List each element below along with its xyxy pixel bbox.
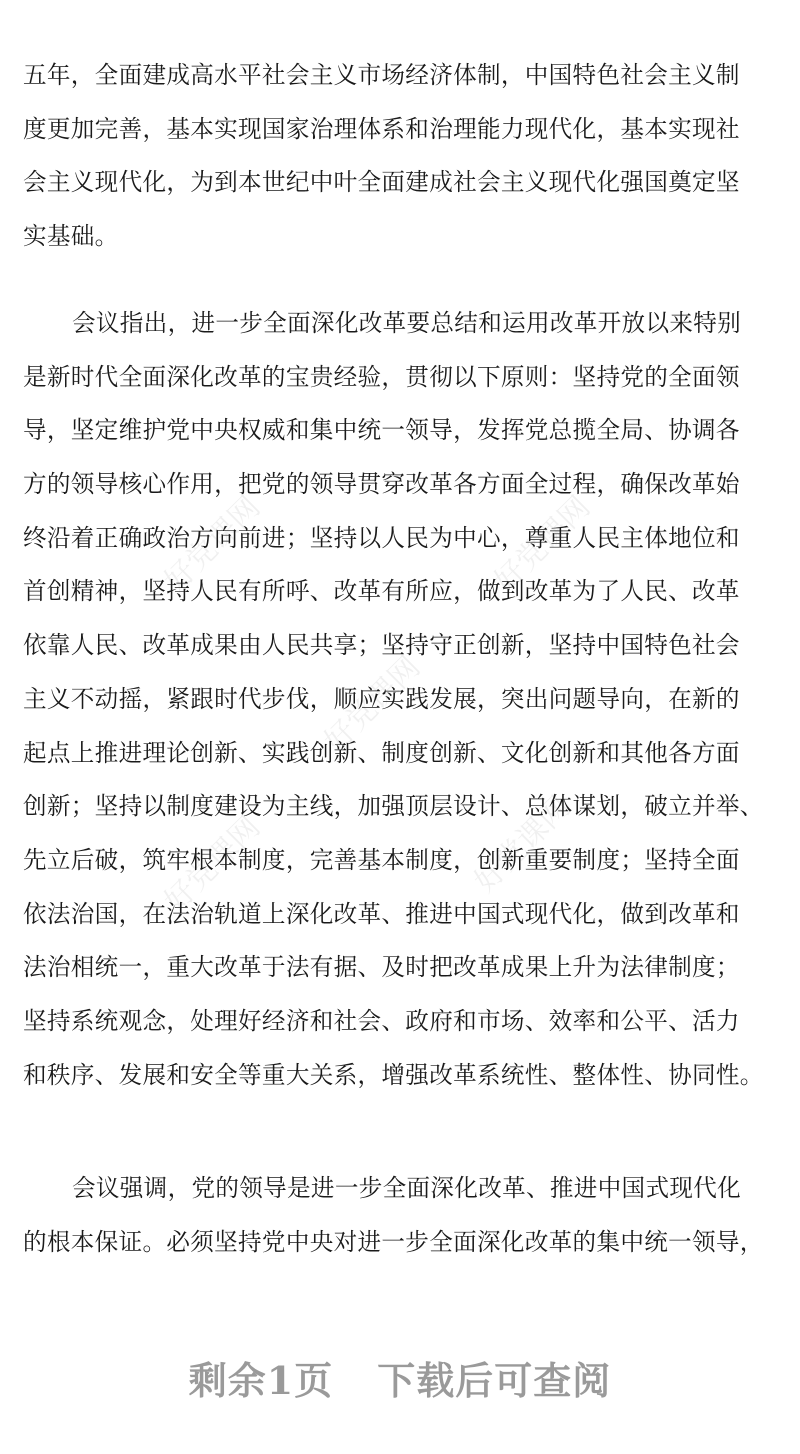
watermark: 好党课网 [157, 489, 268, 600]
text-line: 起点上推进理论创新、实践创新、制度创新、文化创新和其他各方面 [23, 738, 740, 767]
download-prompt-banner[interactable] [0, 1350, 800, 1405]
text-line: 方的领导核心作用，把党的领导贯穿改革各方面全过程，确保改革始 [23, 470, 740, 499]
text-line: 终沿着正确政治方向前进；坚持以人民为中心，尊重人民主体地位和 [23, 523, 740, 552]
watermark: 好党课网 [317, 649, 428, 760]
text-line: 会主义现代化，为到本世纪中叶全面建成社会主义现代化强国奠定坚 [23, 168, 740, 197]
text-line: 依法治国，在法治轨道上深化改革、推进中国式现代化，做到改革和 [23, 899, 740, 928]
text-line: 度更加完善，基本实现国家治理体系和治理能力现代化，基本实现社 [23, 114, 740, 143]
text-line: 先立后破，筑牢根本制度，完善基本制度，创新重要制度；坚持全面 [23, 845, 740, 874]
watermark: 好党课网 [467, 789, 578, 900]
text-line: 五年，全面建成高水平社会主义市场经济体制，中国特色社会主义制 [23, 61, 740, 89]
download-to-view-label: 下载后可查阅 [377, 1358, 612, 1403]
text-line: 是新时代全面深化改革的宝贵经验，贯彻以下原则：坚持党的全面领 [23, 362, 740, 391]
text-line: 和秩序、发展和安全等重大关系，增强改革系统性、整体性、协同性。 [23, 1060, 764, 1089]
paragraph-2 [23, 297, 777, 1102]
watermark: 好党课网 [487, 489, 598, 600]
text-line: 依靠人民、改革成果由人民共享；坚持守正创新，坚持中国特色社会 [23, 631, 740, 660]
text-line: 首创精神，坚持人民有所呼、改革有所应，做到改革为了人民、改革 [23, 577, 740, 606]
text-line: 导，坚定维护党中央权威和集中统一领导，发挥党总揽全局、协调各 [23, 416, 740, 445]
text-line: 创新；坚持以制度建设为主线，加强顶层设计、总体谋划，破立并举、 [23, 792, 764, 821]
watermark: 好党课网 [157, 809, 268, 920]
text-line: 坚持系统观念，处理好经济和社会、政府和市场、效率和公平、活力 [23, 1006, 740, 1035]
text-line: 会议指出，进一步全面深化改革要总结和运用改革开放以来特别 [72, 309, 742, 337]
paragraph-1 [23, 49, 777, 264]
paragraph-3 [23, 1162, 777, 1269]
text-line: 主义不动摇，紧跟时代步伐，顺应实践发展，突出问题导向，在新的 [23, 684, 740, 713]
text-line: 法治相统一，重大改革于法有据、及时把改革成果上升为法律制度； [23, 953, 740, 982]
text-line: 实基础。 [23, 222, 119, 251]
remaining-pages-label: 剩余1页 [188, 1358, 334, 1403]
text-line: 会议强调，党的领导是进一步全面深化改革、推进中国式现代化 [72, 1174, 742, 1202]
text-line: 的根本保证。必须坚持党中央对进一步全面深化改革的集中统一领导， [23, 1227, 764, 1256]
